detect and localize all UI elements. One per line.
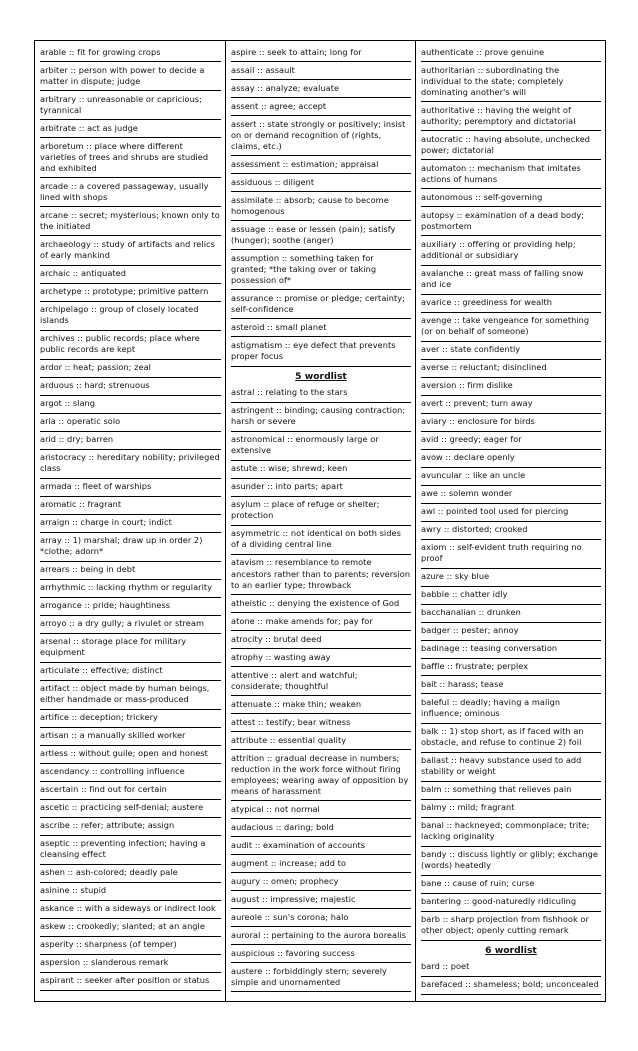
word-entry: arcade :: a covered passageway, usually lined with shops	[40, 178, 221, 207]
word-entry: artifact :: object made by human beings, either handmade or mass-produced	[40, 681, 221, 710]
word-entry: assumption :: something taken for granted; *the taking over or taking possession of*	[231, 250, 411, 290]
word-entry: assent :: agree; accept	[231, 98, 411, 116]
word-entry: attest :: testify; bear witness	[231, 714, 411, 732]
word-entry: badger :: pester; annoy	[421, 623, 601, 641]
word-entry: aspersion :: slanderous remark	[40, 955, 221, 973]
word-entry: bacchanalian :: drunken	[421, 605, 601, 623]
word-entry: attrition :: gradual decrease in numbers; reduction in the work force without firing employees; wearing away of opposition by means of harassment	[231, 750, 411, 801]
column-1	[35, 41, 225, 1001]
word-entry: assiduous :: diligent	[231, 174, 411, 192]
word-entry: atrophy :: wasting away	[231, 649, 411, 667]
word-entry: bait :: harass; tease	[421, 676, 601, 694]
word-entry: assert :: state strongly or positively; insist on or demand recognition of (rights, claims, etc.)	[231, 116, 411, 156]
word-entry: attentive :: alert and watchful; considerate; thoughtful	[231, 667, 411, 696]
word-entry: arcane :: secret; mysterious; known only to the initiated	[40, 207, 221, 236]
word-entry: archetype :: prototype; primitive pattern	[40, 284, 221, 302]
word-entry: aspirant :: seeker after position or status	[40, 973, 221, 991]
word-entry: archaic :: antiquated	[40, 266, 221, 284]
word-entry: avert :: prevent; turn away	[421, 396, 601, 414]
word-entry: awry :: distorted; crooked	[421, 522, 601, 540]
word-entry: autonomous :: self-governing	[421, 189, 601, 207]
word-entry: asymmetric :: not identical on both sides of a dividing central line	[231, 526, 411, 555]
word-entry: attenuate :: make thin; weaken	[231, 696, 411, 714]
word-entry: audacious :: daring; bold	[231, 819, 411, 837]
word-entry: barb :: sharp projection from fishhook or other object; openly cutting remark	[421, 912, 601, 941]
word-entry: aversion :: firm dislike	[421, 378, 601, 396]
word-entry: avuncular :: like an uncle	[421, 468, 601, 486]
word-entry: arrears :: being in debt	[40, 562, 221, 580]
word-entry: argot :: slang	[40, 396, 221, 414]
word-entry: array :: 1) marshal; draw up in order 2) *clothe; adorn*	[40, 533, 221, 562]
word-entry: asperity :: sharpness (of temper)	[40, 937, 221, 955]
word-entry: autopsy :: examination of a dead body; postmortem	[421, 207, 601, 236]
word-entry: awe :: solemn wonder	[421, 486, 601, 504]
column-2	[225, 41, 415, 1001]
word-entry: astringent :: binding; causing contraction; harsh or severe	[231, 403, 411, 432]
word-entry: autocratic :: having absolute, unchecked power; dictatorial	[421, 131, 601, 160]
word-entry: auroral :: pertaining to the aurora borealis	[231, 927, 411, 945]
word-entry: aviary :: enclosure for birds	[421, 414, 601, 432]
word-entry: atrocity :: brutal deed	[231, 631, 411, 649]
word-entry: avow :: declare openly	[421, 450, 601, 468]
word-entry: authenticate :: prove genuine	[421, 44, 601, 62]
word-entry: attribute :: essential quality	[231, 732, 411, 750]
word-entry: assuage :: ease or lessen (pain); satisfy (hunger); soothe (anger)	[231, 221, 411, 250]
word-entry: avid :: greedy; eager for	[421, 432, 601, 450]
word-entry: balk :: 1) stop short, as if faced with an obstacle, and refuse to continue 2) foil	[421, 724, 601, 753]
word-entry: baffle :: frustrate; perplex	[421, 659, 601, 677]
word-entry: ascertain :: find out for certain	[40, 782, 221, 800]
word-entry: archaeology :: study of artifacts and relics of early mankind	[40, 236, 221, 265]
word-entry: astronomical :: enormously large or extensive	[231, 432, 411, 461]
word-entry: asinine :: stupid	[40, 883, 221, 901]
word-entry: auxiliary :: offering or providing help; additional or subsidiary	[421, 236, 601, 265]
word-entry: arbiter :: person with power to decide a matter in dispute; judge	[40, 62, 221, 91]
word-entry: asunder :: into parts; apart	[231, 479, 411, 497]
word-entry: august :: impressive; majestic	[231, 891, 411, 909]
word-entry: atypical :: not normal	[231, 801, 411, 819]
word-entry: asteroid :: small planet	[231, 319, 411, 337]
word-entry: artless :: without guile; open and honest	[40, 746, 221, 764]
word-entry: astute :: wise; shrewd; keen	[231, 461, 411, 479]
word-entry: arboretum :: place where different varieties of trees and shrubs are studied and exhibited	[40, 138, 221, 178]
word-entry: auspicious :: favoring success	[231, 945, 411, 963]
word-entry: augment :: increase; add to	[231, 855, 411, 873]
word-entry: automaton :: mechanism that imitates actions of humans	[421, 160, 601, 189]
word-entry: balmy :: mild; fragrant	[421, 800, 601, 818]
word-entry: askew :: crookedly; slanted; at an angle	[40, 919, 221, 937]
word-entry: atone :: make amends for; pay for	[231, 613, 411, 631]
word-entry: avarice :: greediness for wealth	[421, 295, 601, 313]
vocabulary-page	[34, 40, 606, 1002]
word-entry: ascribe :: refer; attribute; assign	[40, 818, 221, 836]
word-entry: bard :: poet	[421, 959, 601, 977]
word-entry: archipelago :: group of closely located islands	[40, 302, 221, 331]
word-entry: astral :: relating to the stars	[231, 385, 411, 403]
word-entry: arduous :: hard; strenuous	[40, 378, 221, 396]
word-entry: ashen :: ash-colored; deadly pale	[40, 865, 221, 883]
word-entry: bandy :: discuss lightly or glibly; exchange (words) heatedly	[421, 847, 601, 876]
word-entry: authoritative :: having the weight of authority; peremptory and dictatorial	[421, 102, 601, 131]
word-entry: arroyo :: a dry gully; a rivulet or stream	[40, 616, 221, 634]
word-entry: arrhythmic :: lacking rhythm or regularity	[40, 580, 221, 598]
word-entry: astigmatism :: eye defect that prevents proper focus	[231, 337, 411, 366]
word-entry: assail :: assault	[231, 62, 411, 80]
word-entry: augury :: omen; prophecy	[231, 873, 411, 891]
word-entry: asylum :: place of refuge or shelter; protection	[231, 497, 411, 526]
word-entry: atavism :: resemblance to remote ancestors rather than to parents; reversion to an earlier type; throwback	[231, 555, 411, 595]
word-entry: avenge :: take vengeance for something (or on behalf of someone)	[421, 313, 601, 342]
word-entry: assessment :: estimation; appraisal	[231, 156, 411, 174]
word-entry: azure :: sky blue	[421, 569, 601, 587]
word-entry: balm :: something that relieves pain	[421, 782, 601, 800]
word-entry: aromatic :: fragrant	[40, 497, 221, 515]
word-entry: ardor :: heat; passion; zeal	[40, 360, 221, 378]
word-entry: aspire :: seek to attain; long for	[231, 44, 411, 62]
word-entry: articulate :: effective; distinct	[40, 663, 221, 681]
word-entry: aver :: state confidently	[421, 342, 601, 360]
word-entry: ballast :: heavy substance used to add stability or weight	[421, 753, 601, 782]
word-entry: arraign :: charge in court; indict	[40, 515, 221, 533]
word-entry: artisan :: a manually skilled worker	[40, 728, 221, 746]
word-entry: arbitrary :: unreasonable or capricious; tyrannical	[40, 91, 221, 120]
word-entry: assimilate :: absorb; cause to become homogenous	[231, 192, 411, 221]
word-entry: artifice :: deception; trickery	[40, 710, 221, 728]
column-3	[415, 41, 605, 1001]
word-entry: arid :: dry; barren	[40, 432, 221, 450]
word-entry: bantering :: good-naturedly ridiculing	[421, 894, 601, 912]
word-entry: austere :: forbiddingly stern; severely simple and unornamented	[231, 963, 411, 992]
word-entry: babble :: chatter idly	[421, 587, 601, 605]
word-entry: axiom :: self-evident truth requiring no proof	[421, 540, 601, 569]
word-entry: averse :: reluctant; disinclined	[421, 360, 601, 378]
word-entry: aureole :: sun's corona; halo	[231, 909, 411, 927]
word-entry: ascendancy :: controlling influence	[40, 764, 221, 782]
word-entry: awl :: pointed tool used for piercing	[421, 504, 601, 522]
word-entry: askance :: with a sideways or indirect look	[40, 901, 221, 919]
wordlist-heading: 5 wordlist	[295, 370, 347, 382]
word-entry: atheistic :: denying the existence of God	[231, 595, 411, 613]
word-entry: badinage :: teasing conversation	[421, 641, 601, 659]
word-entry: archives :: public records; place where public records are kept	[40, 331, 221, 360]
word-entry: arbitrate :: act as judge	[40, 120, 221, 138]
word-entry: aristocracy :: hereditary nobility; privileged class	[40, 450, 221, 479]
word-entry: assay :: analyze; evaluate	[231, 80, 411, 98]
word-entry: arsenal :: storage place for military equipment	[40, 634, 221, 663]
word-entry: bane :: cause of ruin; curse	[421, 876, 601, 894]
word-entry: audit :: examination of accounts	[231, 837, 411, 855]
word-entry: barefaced :: shameless; bold; unconcealed	[421, 977, 601, 995]
word-entry: banal :: hackneyed; commonplace; trite; lacking originality	[421, 818, 601, 847]
word-entry: avalanche :: great mass of falling snow and ice	[421, 266, 601, 295]
word-entry: assurance :: promise or pledge; certainty; self-confidence	[231, 290, 411, 319]
word-entry: aria :: operatic solo	[40, 414, 221, 432]
word-entry: ascetic :: practicing self-denial; austere	[40, 800, 221, 818]
wordlist-heading: 6 wordlist	[485, 944, 537, 956]
word-entry: arable :: fit for growing crops	[40, 44, 221, 62]
word-entry: arrogance :: pride; haughtiness	[40, 598, 221, 616]
word-entry: armada :: fleet of warships	[40, 479, 221, 497]
word-entry: aseptic :: preventing infection; having a cleansing effect	[40, 836, 221, 865]
word-entry: authoritarian :: subordinating the individual to the state; completely dominating another's will	[421, 62, 601, 102]
word-entry: baleful :: deadly; having a malign influence; ominous	[421, 694, 601, 723]
